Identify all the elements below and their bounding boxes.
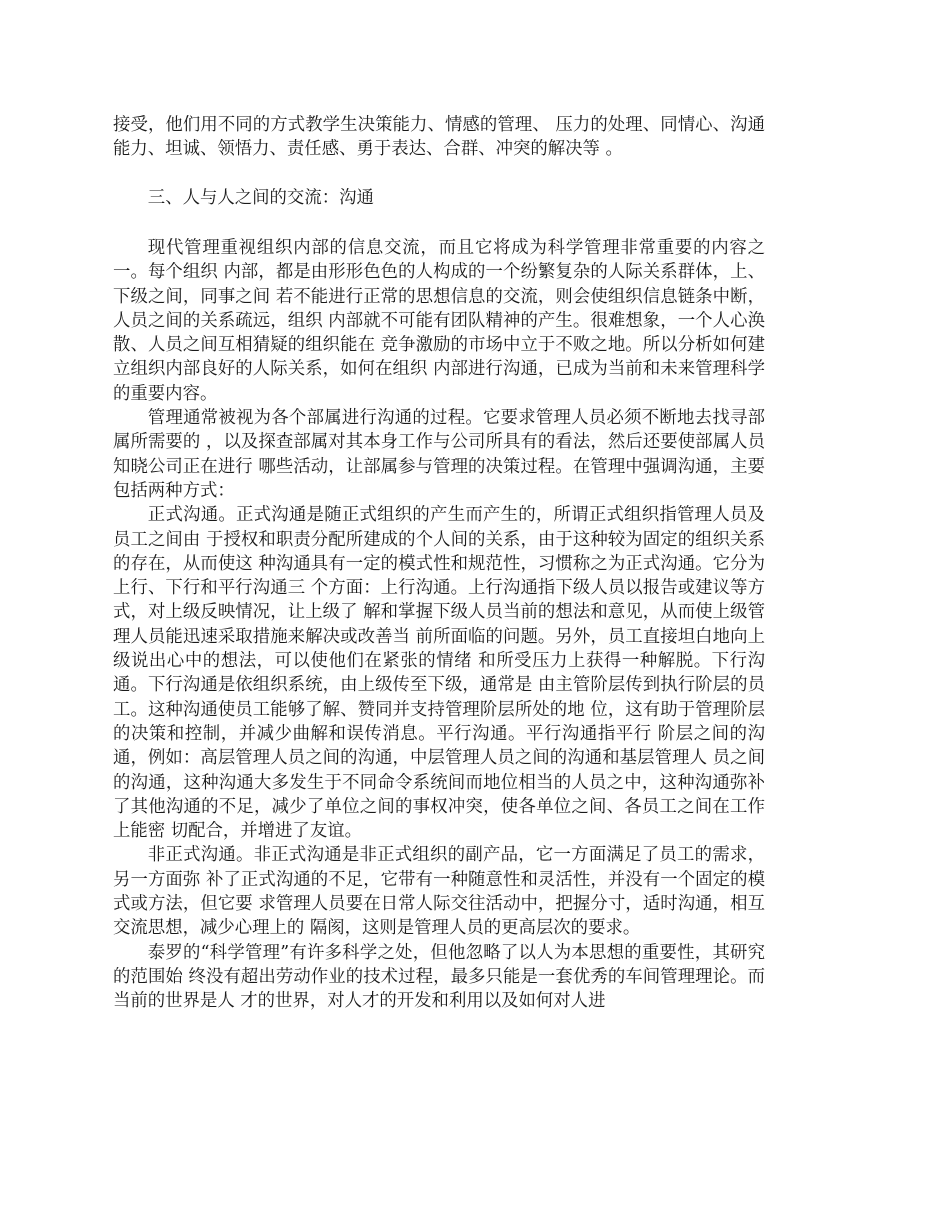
intro-block xyxy=(113,113,765,162)
intro-paragraph: 接受，他们用不同的方式教学生决策能力、情感的管理、 压力的处理、同情心、沟通能力、坦诚、领悟力、责任感、勇于表达、合群、冲突的解决等 。 xyxy=(113,115,765,160)
body-paragraph: 现代管理重视组织内部的信息交流，而且它将成为科学管理非常重要的内容之一。每个组织 内部，都是由形形色色的人构成的一个纷繁复杂的人际关系群体，上、下级之间，同事之间 若不能进行正常的思想信息的交流，则会使组织信息链条中断，人员之间的关系疏远，组织 内部就不可能有团队精神的产生。很难想象，一个人心涣散、人员之间互相猜疑的组织能在 竞争激励的市场中立于不败之地。所以分析如何建立组织内部良好的人际关系，如何在组织 内部进行沟通，已成为当前和未来管理科学的重要内容。 xyxy=(113,238,765,404)
body-block xyxy=(113,236,765,1014)
body-paragraph: 管理通常被视为各个部属进行沟通的过程。它要求管理人员必须不断地去找寻部属所需要的 ，以及探查部属对其本身工作与公司所具有的看法，然后还要使部属人员知晓公司正在进行 哪些活动，让部属参与管理的决策过程。在管理中强调沟通，主要包括两种方式： xyxy=(113,408,765,501)
heading-block xyxy=(113,186,765,210)
body-paragraph: 非正式沟通。非正式沟通是非正式组织的副产品，它一方面满足了员工的需求，另一方面弥 补了正式沟通的不足，它带有一种随意性和灵活性，并没有一个固定的模式或方法，但它要 求管理人员要在日常人际交往活动中，把握分寸，适时沟通，相互交流思想，减少心理上的 隔阂，这则是管理人员的更高层次的要求。 xyxy=(113,845,765,939)
body-paragraph: 泰罗的“科学管理”有许多科学之处，但他忽略了以人为本思想的重要性，其研究的范围始 终没有超出劳动作业的技术过程，最多只能是一套优秀的车间管理理论。而当前的世界是人 才的世界，对人才的开发和利用以及如何对人进 xyxy=(113,942,765,1012)
body-paragraph: 正式沟通。正式沟通是随正式组织的产生而产生的，所谓正式组织指管理人员及员工之间由 于授权和职责分配所建成的个人间的关系，由于这种较为固定的组织关系的存在，从而使这 种沟通具有一定的模式性和规范性，习惯称之为正式沟通。它分为上行、下行和平行沟通三 个方面：上行沟通。上行沟通指下级人员以报告或建议等方式，对上级反映情况，让上级了 解和掌握下级人员当前的想法和意见，从而使上级管理人员能迅速采取措施来解决或改善当 前所面临的问题。另外，员工直接坦白地向上级说出心中的想法，可以使他们在紧张的情绪 和所受压力上获得一种解脱。下行沟通。下行沟通是依组织系统，由上级传至下级，通常是 由主管阶层传到执行阶层的员工。这种沟通使员工能够了解、赞同并支持管理阶层所处的地 位，这有助于管理阶层的决策和控制，并减少曲解和误传消息。平行沟通。平行沟通指平行 阶层之间的沟通，例如：高层管理人员之间的沟通，中层管理人员之间的沟通和基层管理人 员之间的沟通，这种沟通大多发生于不同命令系统间而地位相当的人员之中，这种沟通弥补 了其他沟通的不足，减少了单位之间的事权冲突，使各单位之间、各员工之间在工作上能密 切配合，并增进了友谊。 xyxy=(113,505,765,842)
section-heading: 三、人与人之间的交流：沟通 xyxy=(147,188,374,208)
